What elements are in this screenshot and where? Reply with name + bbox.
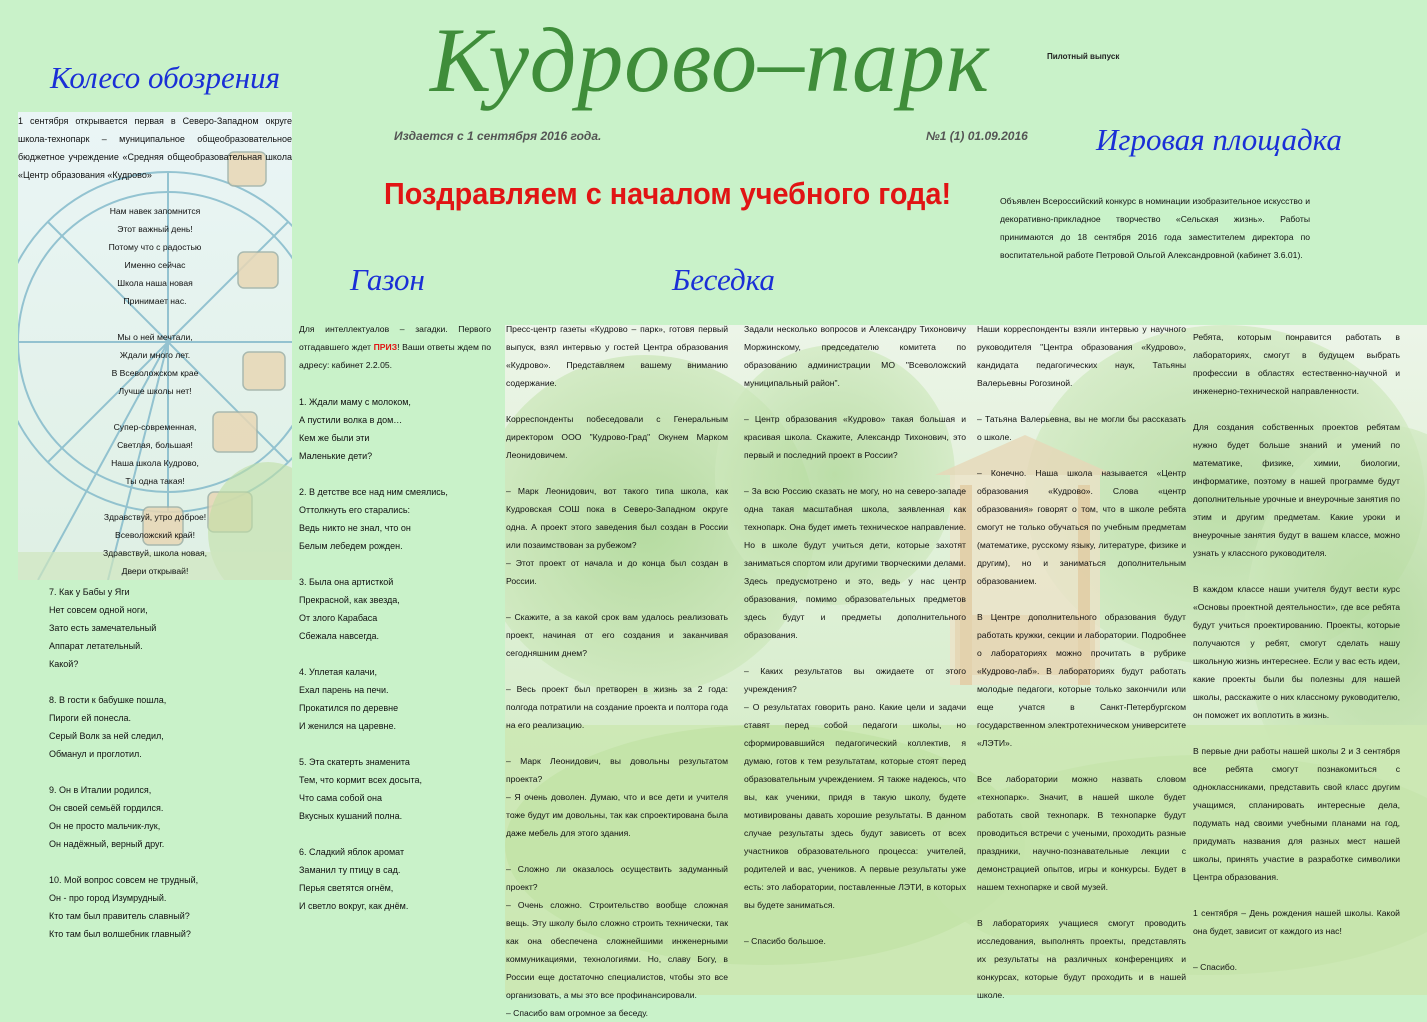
poem-line: В Всеволожском крае bbox=[111, 368, 199, 378]
riddle-line: Кто там был правитель славный? bbox=[49, 911, 190, 921]
paragraph: – Спасибо. bbox=[1193, 962, 1237, 972]
riddle-line: Прокатился по деревне bbox=[299, 703, 399, 713]
riddle-line: 9. Он в Италии родился, bbox=[49, 785, 152, 795]
riddle-line: Он - про город Изумрудный. bbox=[49, 893, 167, 903]
riddle-line: Аппарат летательный. bbox=[49, 641, 143, 651]
riddle-line: Пироги ей понесла. bbox=[49, 713, 131, 723]
riddle-line: Оттолкнуть его старались: bbox=[299, 505, 411, 515]
wheel-poem bbox=[60, 202, 250, 598]
gazon-intro-a: Для интеллектуалов – загадки. Первого отгадавшего ждет bbox=[299, 324, 491, 352]
poem-line: Нам навек запомнится bbox=[109, 206, 201, 216]
poem-line: Ты одна такая! bbox=[125, 476, 185, 486]
besedka-column-3 bbox=[977, 320, 1186, 1004]
publication-since: Издается с 1 сентября 2016 года. bbox=[394, 129, 602, 143]
riddle-line: И светло вокруг, как днём. bbox=[299, 901, 409, 911]
poem-line: Потому что с радостью bbox=[108, 242, 202, 252]
paragraph: – Марк Леонидович, вы довольны результатом проекта? bbox=[506, 756, 728, 784]
paragraph: 1 сентября – День рождения нашей школы. Какой она будет, зависит от каждого из нас! bbox=[1193, 908, 1400, 936]
riddle-line: Ехал парень на печи. bbox=[299, 685, 389, 695]
paragraph: Все лаборатории можно назвать словом «технопарк». Значит, в нашей школе будет работать свой технопарк. В технопарке будут проводиться встречи с учеными, проходить разные праздники, научно-познавательные лекции с демонстрацией опытов, игры и конкурсы. Будет в нашем технопарке и свой музей. bbox=[977, 774, 1186, 892]
paragraph: Задали несколько вопросов и Александру Тихоновичу Моржинскому, председателю комитета по образованию администрации МО "Всеволожский муниципальный район". bbox=[744, 324, 966, 388]
riddle-line: А пустили волка в дом… bbox=[299, 415, 403, 425]
riddle-line: Ведь никто не знал, что он bbox=[299, 523, 411, 533]
paragraph: Пресс-центр газеты «Кудрово – парк», готовя первый выпуск, взял интервью у гостей Центра образования «Кудрово». Представляем вашему вниманию содержание. bbox=[506, 324, 728, 388]
paragraph: – Татьяна Валерьевна, вы не могли бы рассказать о школе. bbox=[977, 414, 1186, 442]
besedka-column-2 bbox=[744, 320, 966, 950]
riddle-line: 6. Сладкий яблок аромат bbox=[299, 847, 405, 857]
paragraph: Для создания собственных проектов ребятам нужно будет больше знаний и умений по математике, физике, химии, биологии, информатике, поэтому в нашей программе будут дополнительные урочные и внеурочные занятия по этим и другим предметам. Какие уроки и внеурочные занятия будут в вашем классе, можно узнать у классного руководителя. bbox=[1193, 422, 1400, 558]
riddle-line: Какой? bbox=[49, 659, 79, 669]
riddle-line: И женился на царевне. bbox=[299, 721, 397, 731]
riddle-line: Обманул и проглотил. bbox=[49, 749, 142, 759]
paragraph: – Конечно. Наша школа называется «Центр образования «Кудрово». Слова «центр образования» говорят о том, что в школе ребята смогут не только обучаться по учебным предметам (математике, русскому языку, литературе, физике и другим), но и заниматься дополнительным образованием. bbox=[977, 468, 1186, 586]
section-title-wheel: Колесо обозрения bbox=[50, 60, 281, 95]
paragraph: – Я очень доволен. Думаю, что и все дети и учителя тоже будут им довольны, так как спроектирована была даже мебель для этого здания. bbox=[506, 792, 728, 838]
poem-line: Двери открывай! bbox=[121, 566, 189, 576]
paragraph: В первые дни работы нашей школы 2 и 3 сентября все ребята смогут познакомиться с одноклассниками, представить свой класс другим учащимся, спланировать интересные дела, подумать над своими учебными планами на год, придумать названия для разных мест нашей школы, принять участие в разработке символики Центра образования. bbox=[1193, 746, 1400, 882]
poem-line: Лучше школы нет! bbox=[118, 386, 192, 396]
paragraph: – Сложно ли оказалось осуществить задуманный проект? bbox=[506, 864, 728, 892]
riddle-line: 8. В гости к бабушке пошла, bbox=[49, 695, 167, 705]
riddle-line: Прекрасной, как звезда, bbox=[299, 595, 400, 605]
paragraph: – Спасибо большое. bbox=[744, 936, 826, 946]
paragraph: В Центре дополнительного образования будут работать кружки, секции и лаборатории. Подробнее о лабораториях можно прочитать в рубрике «Кудрово-лаб». В лабораториях будут работать молодые педагоги, которые только закончили или еще учатся в Санкт-Петербургском государственном электротехническом университете «ЛЭТИ». bbox=[977, 612, 1186, 748]
riddle-line: Серый Волк за ней следил, bbox=[49, 731, 164, 741]
main-headline: Поздравляем с началом учебного года! bbox=[384, 176, 952, 211]
riddle-line: Кем же были эти bbox=[299, 433, 370, 443]
playground-column bbox=[1193, 328, 1400, 976]
issue-number: №1 (1) 01.09.2016 bbox=[926, 129, 1028, 143]
riddle-line: Что сама собой она bbox=[299, 793, 382, 803]
paragraph: – Весь проект был претворен в жизнь за 2 года: полгода потратили на создание проекта и полтора года на его реализацию. bbox=[506, 684, 728, 730]
riddle-line: Он не просто мальчик-лук, bbox=[49, 821, 161, 831]
poem-line: Всеволожский край! bbox=[115, 530, 195, 540]
riddle-line: 4. Уплетая калачи, bbox=[299, 667, 377, 677]
gazon-riddles bbox=[299, 393, 499, 933]
riddle-line: Тем, что кормит всех досыта, bbox=[299, 775, 423, 785]
paragraph: В лабораториях учащиеся смогут проводить исследования, выполнять проекты, представлять их результаты на различных конференциях и конкурсах, которые будут проходить и в нашей школе. bbox=[977, 918, 1186, 1000]
riddle-line: 2. В детстве все над ним смеялись, bbox=[299, 487, 448, 497]
poem-line: Школа наша новая bbox=[117, 278, 193, 288]
paragraph: – Этот проект от начала и до конца был создан в России. bbox=[506, 558, 728, 586]
paragraph: Наши корреспонденты взяли интервью у научного руководителя "Центра образования «Кудрово», кандидата педагогических наук, Татьяны Валерьевны Рогозиной. bbox=[977, 324, 1186, 388]
riddle-line: Белым лебедем рожден. bbox=[299, 541, 403, 551]
riddle-line: Заманил ту птицу в сад. bbox=[299, 865, 401, 875]
riddle-line: 1. Ждали маму с молоком, bbox=[299, 397, 411, 407]
section-title-gazon: Газон bbox=[350, 262, 425, 297]
riddle-line: Кто там был волшебник главный? bbox=[49, 929, 191, 939]
riddle-line: Сбежала навсегда. bbox=[299, 631, 380, 641]
riddle-line: Перья светятся огнём, bbox=[299, 883, 394, 893]
poem-line: Ждали много лет. bbox=[119, 350, 191, 360]
paragraph: Ребята, которым понравится работать в лабораториях, смогут в будущем выбрать профессии в областях естественно-научной и инженерно-технической направленности. bbox=[1193, 332, 1400, 396]
poem-line: Светлая, большая! bbox=[117, 440, 193, 450]
paragraph: – О результатах говорить рано. Какие цели и задачи ставят перед собой педагоги школы, но сформировавшийся педагогический коллектив, я думаю, готов к тем результатам, которые стоят перед образовательным учреждением. Я также надеюсь, что вы, как ученики, придя в такую школу, будете мотивированы давать хорошие результаты. В данном случае результаты здесь будут зависеть от всех участников образовательного процесса: учителей, родителей и вас, учеников. А первые результаты уже есть: это лаборатории, поставленные ЛЭТИ, в которых вы будете заниматься. bbox=[744, 702, 966, 910]
section-title-playground: Игровая площадка bbox=[1096, 122, 1342, 157]
paragraph: – Очень сложно. Строительство вообще сложная вещь. Эту школу было сложно строить технически, так как она обеспечена сложнейшими инженерными коммуникациями, технологиями. Но, славу Богу, в России еще достаточно специалистов, чтобы это все организовать, а мы это все профинансировали. bbox=[506, 900, 728, 1000]
riddle-line: Он своей семьёй гордился. bbox=[49, 803, 164, 813]
riddle-line: Зато есть замечательный bbox=[49, 623, 157, 633]
section-title-besedka: Беседка bbox=[672, 262, 775, 297]
poem-line: Здравствуй, школа новая, bbox=[102, 548, 208, 558]
besedka-column-1 bbox=[506, 320, 728, 1022]
paragraph: Корреспонденты побеседовали с Генеральным директором ООО "Кудрово-Град" Окунем Марком Леонидовичем. bbox=[506, 414, 728, 460]
riddle-line: 3. Была она артисткой bbox=[299, 577, 394, 587]
poem-line: Наша школа Кудрово, bbox=[111, 458, 199, 468]
riddle-line: Маленькие дети? bbox=[299, 451, 373, 461]
paragraph: В каждом классе наши учителя будут вести курс «Основы проектной деятельности», где все ребята будут учиться проектированию. Проекты, которые получаются у ребят, смогут сделать нашу школьную жизнь интереснее. Если у вас есть идеи, какие проекты были бы полезны для нашей школы, расскажите о них классному руководителю, он поможет их воплотить в жизнь. bbox=[1193, 584, 1400, 720]
paragraph: – Каких результатов вы ожидаете от этого учреждения? bbox=[744, 666, 966, 694]
riddle-line: 7. Как у Бабы у Яги bbox=[49, 587, 130, 597]
poem-line: Здравствуй, утро доброе! bbox=[103, 512, 207, 522]
riddle-line: 5. Эта скатерть знаменита bbox=[299, 757, 410, 767]
poem-line: Супер-современная, bbox=[113, 422, 197, 432]
playground-announcement: Объявлен Всероссийский конкурс в номинации изобразительное искусство и декоративно-прикладное творчество «Сельская жизнь». Работы принимаются до 18 сентября 2016 года заместителем директора по воспитательной работе Петровой Ольгой Александровной (кабинет 3.6.01). bbox=[1000, 196, 1310, 260]
riddle-line: Он надёжный, верный друг. bbox=[49, 839, 165, 849]
poem-line: Этот важный день! bbox=[117, 224, 193, 234]
riddle-line: Вкусных кушаний полна. bbox=[299, 811, 403, 821]
wheel-riddles bbox=[49, 583, 289, 961]
riddle-line: Нет совсем одной ноги, bbox=[49, 605, 148, 615]
prize-label: ПРИЗ bbox=[373, 342, 398, 352]
pilot-issue-label: Пилотный выпуск bbox=[1047, 52, 1120, 61]
gazon-intro bbox=[299, 320, 491, 374]
riddle-line: 10. Мой вопрос совсем не трудный, bbox=[49, 875, 199, 885]
poem-line: Именно сейчас bbox=[124, 260, 186, 270]
wheel-intro: 1 сентября открывается первая в Северо-Западном округе школа-технопарк – муниципальное общеобразовательное бюджетное учреждение «Средняя общеобразовательная школа «Центр образования «Кудрово» bbox=[18, 116, 292, 180]
paragraph: – Марк Леонидович, вот такого типа школа, как Кудровская СОШ пока в Северо-Западном округе одна. А проект этого заведения был создан в России или позаимствован за рубежом? bbox=[506, 486, 728, 550]
masthead-title: Кудрово–парк bbox=[430, 9, 991, 111]
gazon-intro-b: ! Ваши ответы ждем по адресу: кабинет 2.2.05. bbox=[299, 342, 491, 370]
paragraph: – Центр образования «Кудрово» такая большая и красивая школа. Скажите, Александр Тихонович, это первый и последний проект в России? bbox=[744, 414, 966, 460]
paragraph: – Спасибо вам огромное за беседу. bbox=[506, 1008, 649, 1018]
paragraph: – За всю Россию сказать не могу, но на северо-западе одна такая масштабная школа, заявленная как технопарк. Она будет иметь техническое направление. Но в школе будут учиться дети, которые захотят заниматься спортом или другими творческими делами. Здесь предусмотрено и это, ведь у нас центр образования, помимо образовательных предметов здесь будут и предметы дополнительного образования. bbox=[744, 486, 966, 640]
poem-line: Принимает нас. bbox=[123, 296, 187, 306]
poem-line: Мы о ней мечтали, bbox=[117, 332, 193, 342]
riddle-line: От злого Карабаса bbox=[299, 613, 378, 623]
paragraph: – Скажите, а за какой срок вам удалось реализовать проект, начиная от его создания и заканчивая сегодняшним днем? bbox=[506, 612, 728, 658]
